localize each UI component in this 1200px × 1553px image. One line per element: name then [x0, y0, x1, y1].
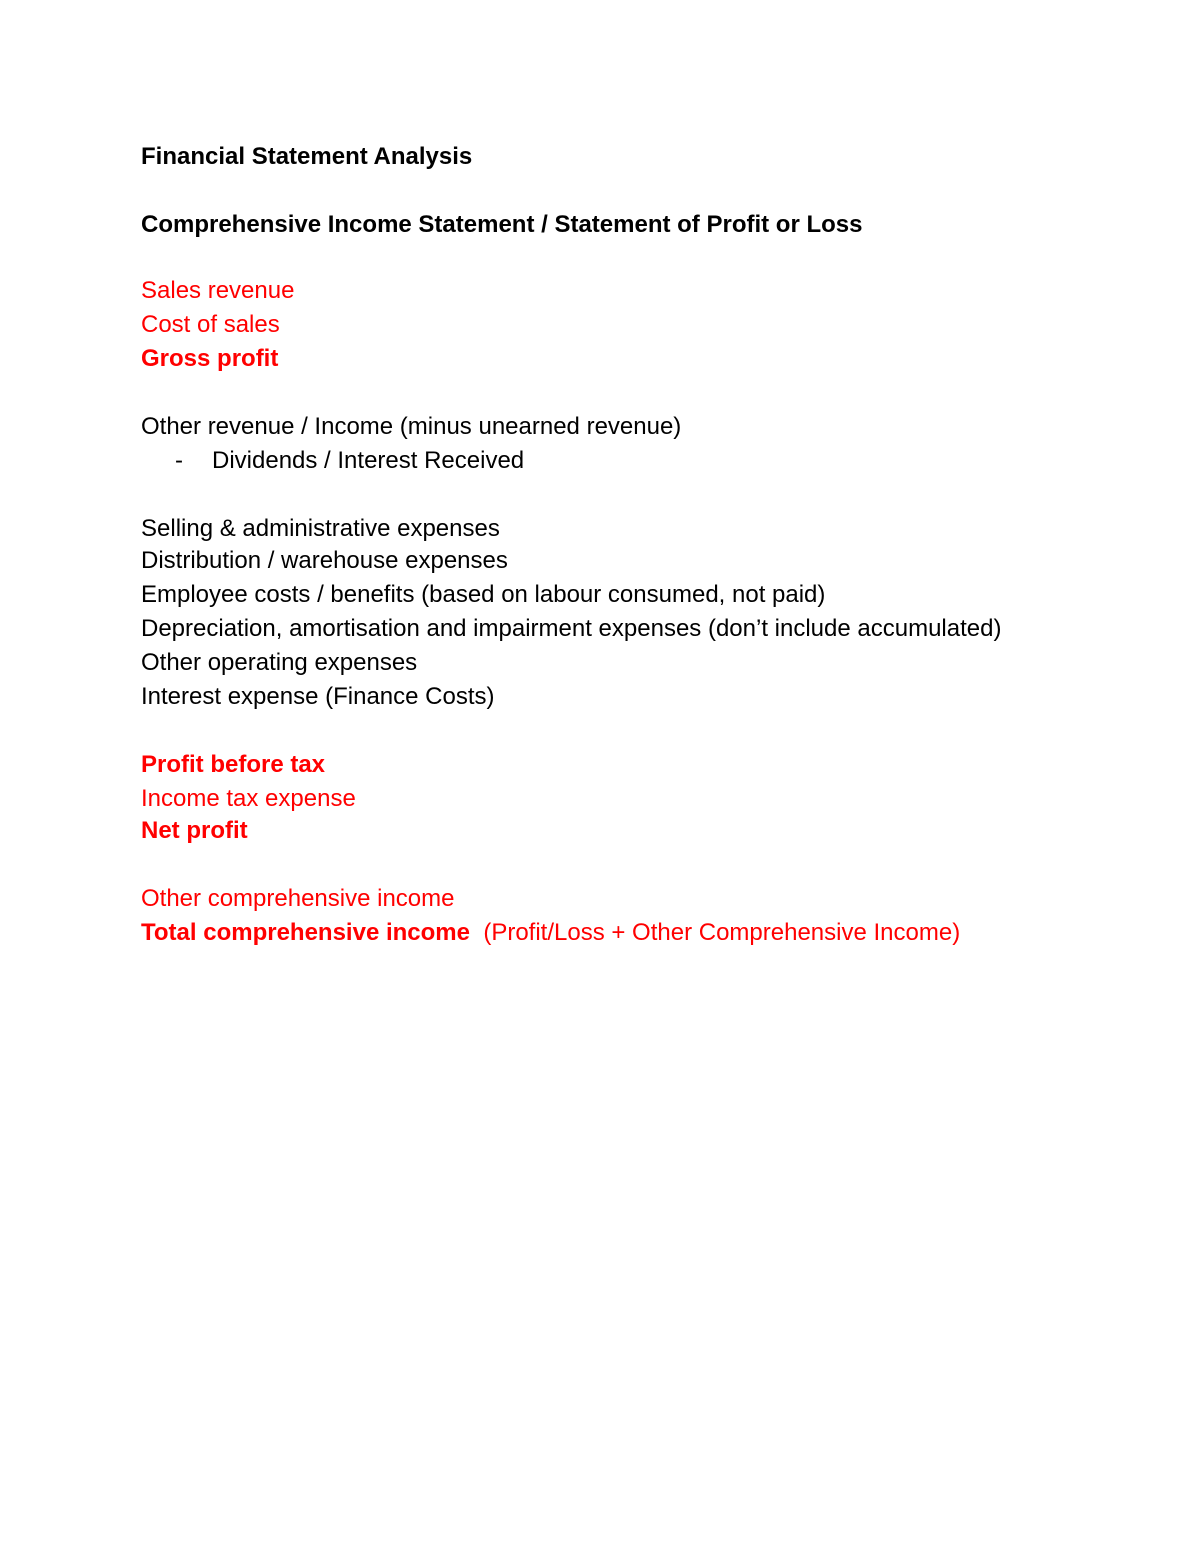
document-title: Financial Statement Analysis: [141, 143, 473, 170]
total-comprehensive-income-row: [141, 919, 960, 947]
sales-revenue-line: Sales revenue: [141, 277, 295, 304]
gross-profit-line: Gross profit: [141, 345, 279, 372]
expense-line-other-operating: Other operating expenses: [141, 649, 418, 676]
statement-heading: Comprehensive Income Statement / Statement of Profit or Loss: [141, 211, 863, 238]
other-comprehensive-income-line: Other comprehensive income: [141, 885, 455, 912]
other-revenue-line: Other revenue / Income (minus unearned revenue): [141, 413, 682, 440]
expense-line-interest: Interest expense (Finance Costs): [141, 683, 495, 710]
cost-of-sales-line: Cost of sales: [141, 311, 280, 338]
total-comprehensive-income-note: (Profit/Loss + Other Comprehensive Income): [483, 919, 961, 946]
expense-line-depreciation: Depreciation, amortisation and impairment expenses (don’t include accumulated): [141, 615, 1002, 642]
profit-before-tax-line: Profit before tax: [141, 751, 326, 778]
total-comprehensive-income-label: Total comprehensive income: [141, 919, 470, 946]
expense-line-employee-costs: Employee costs / benefits (based on labour consumed, not paid): [141, 581, 826, 608]
net-profit-line: Net profit: [141, 817, 248, 844]
expense-line-selling-admin: Selling & administrative expenses: [141, 515, 500, 542]
bullet-dash: -: [175, 447, 183, 474]
income-tax-expense-line: Income tax expense: [141, 785, 356, 812]
expense-line-distribution: Distribution / warehouse expenses: [141, 547, 508, 574]
dividends-interest-item: Dividends / Interest Received: [212, 447, 525, 474]
